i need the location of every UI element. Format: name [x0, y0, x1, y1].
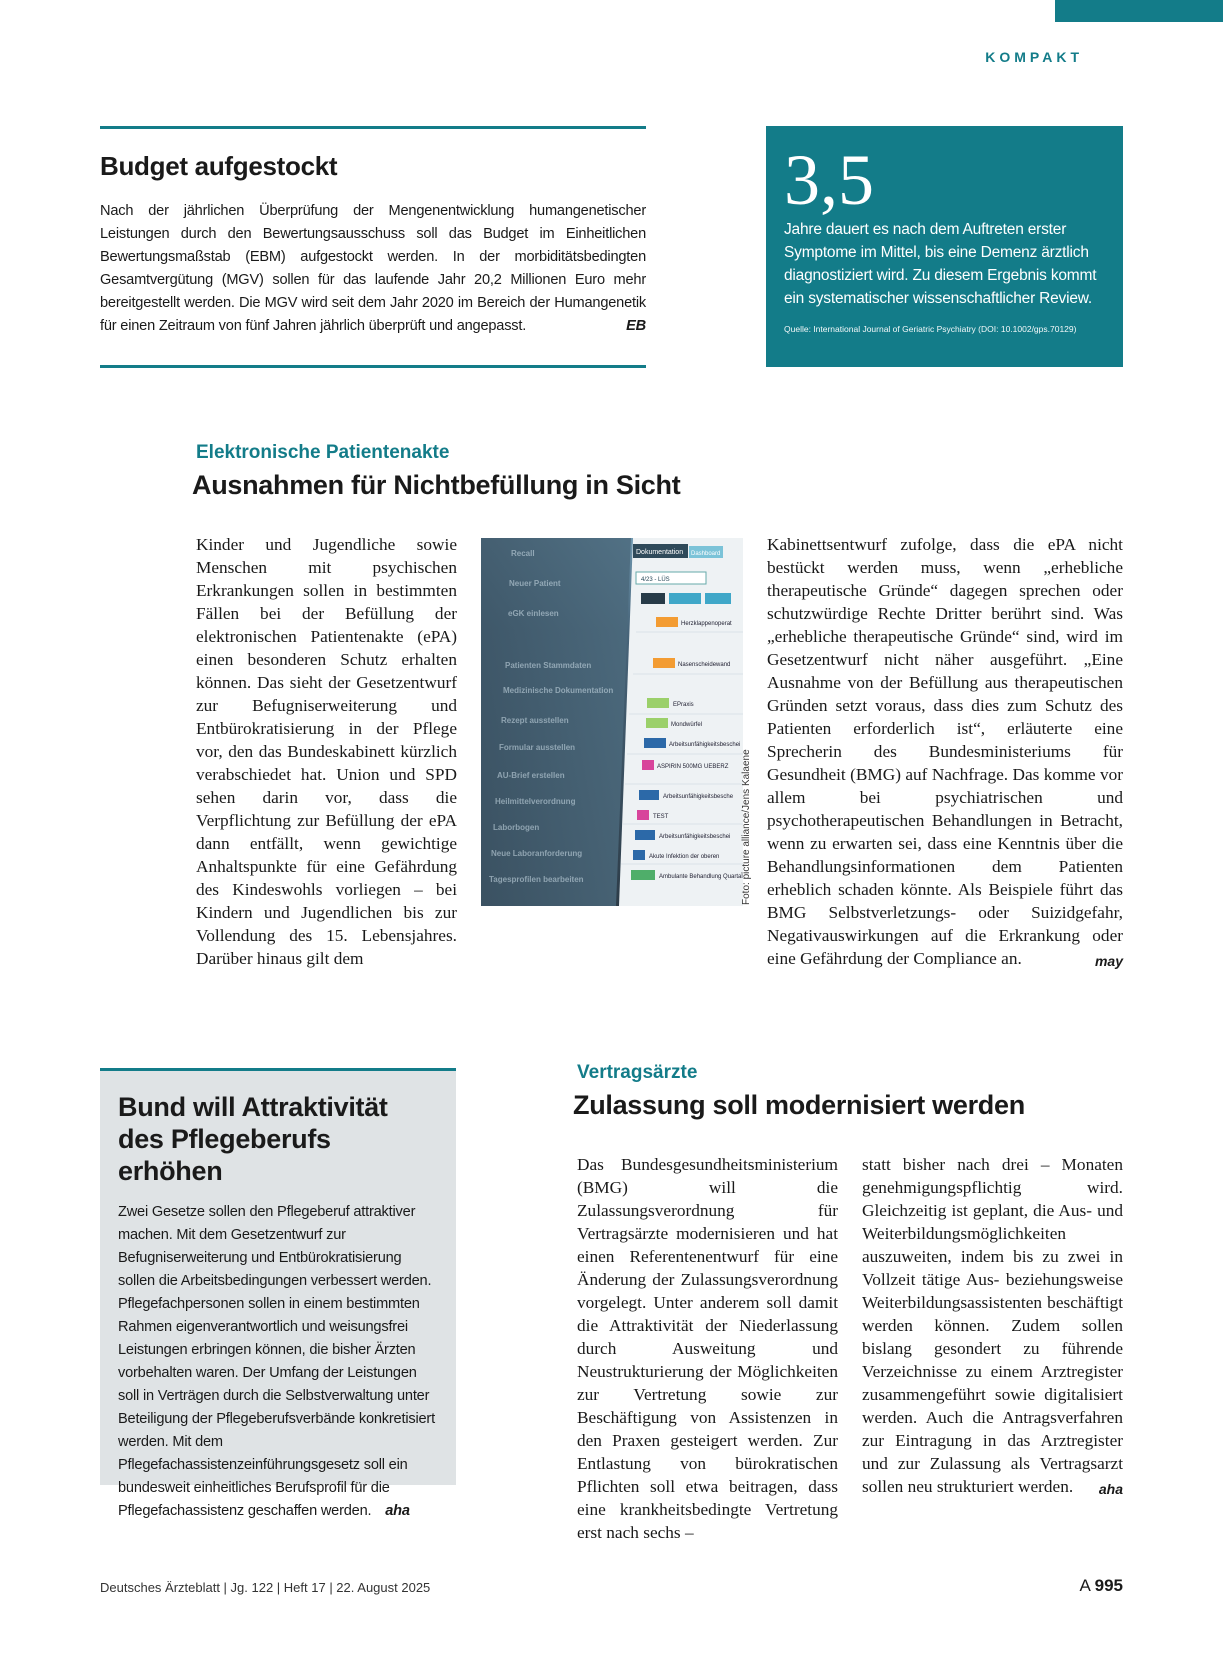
svg-text:Rezept ausstellen: Rezept ausstellen — [501, 716, 569, 725]
epa-column-2 — [767, 533, 1123, 973]
svg-text:Akute Infektion der oberen: Akute Infektion der oberen — [649, 854, 720, 860]
budget-title: Budget aufgestockt — [100, 151, 338, 181]
budget-news-box — [100, 126, 646, 368]
svg-text:eGK einlesen: eGK einlesen — [508, 609, 559, 618]
svg-text:Neue Laboranforderung: Neue Laboranforderung — [491, 849, 583, 858]
software-screenshot-photo — [481, 538, 743, 906]
pflege-author: aha — [385, 1503, 410, 1519]
zulassung-column-1: Das Bundesgesundheitsministerium (BMG) will die Zulassungsverordnung für Vertragsärzte modernisieren und hat einen Referentenentwurf für eine Änderung der Zulassungsverordnung vorgelegt. Unter anderem soll damit die Attraktivität der Niederlassung durch Ausweitung und Neustrukturierung der Möglichkeiten zur Vertretung sowie zur Beschäftigung von Assistenzen in den Praxen gesteigert werden. Zur Entlastung von bürokratischen Pflichten soll etwa beitragen, dass eine krankheitsbedingte Vertretung erst nach sechs – — [577, 1155, 838, 1542]
zulassung-column-2-text: statt bisher nach drei – Monaten genehmigungspflichtig wird. Gleichzeitig ist geplant, die Aus- und Weiterbildungsmöglichkeiten auszuweiten, indem bis zu zwei in Vollzeit tätige Aus- beziehungsweise Weiterbildungsassistenten beschäftigt werden können. Zudem sollen bislang gesondert zu führende Verzeichnisse zu einem Arztregister zusammengeführt sowie digitalisiert werden. Auch die Antragsverfahren zur Eintragung in das Arztregister und zur Zulassung als Vertragsarzt sollen neu strukturiert werden. — [862, 1155, 1123, 1496]
svg-text:Ambulante Behandlung Quartal: Ambulante Behandlung Quartal — [659, 874, 743, 880]
epa-column-2-text: Kabinettsentwurf zufolge, dass die ePA nicht bestückt werden muss, wenn „erhebliche therapeutische Gründe“ dagegen sprechen oder schutzwürdige Rechte Dritter berührt sind. Was „erhebliche therapeutische Gründe“ sind, wird im Gesetzentwurf nicht näher ausgeführt. „Eine Ausnahme von der Befüllung aus therapeutischen Gründen setzt voraus, dass dies zum Schutz des Patienten erforderlich ist“, erläuterte eine Sprecherin des Bundesministeriums für Gesundheit (BMG) auf Nachfrage. Das komme vor allem bei psychiatrischen und psychotherapeutischen Behandlungen in Betracht, wenn zu erwarten sei, dass eine Kenntnis über die Behandlungsinformationen dem Patienten erheblich schaden könnte. Als Beispiele führt das BMG Selbstverletzungs- oder Suizidgefahr, Negativauswirkungen auf die Erkrankung oder eine Gefährdung der Compliance an. — [767, 535, 1123, 968]
svg-text:Dashboard: Dashboard — [691, 551, 721, 557]
svg-text:4/23 - LÜS: 4/23 - LÜS — [641, 577, 670, 583]
zulassung-author: aha — [1098, 1481, 1123, 1497]
svg-text:Herzklappenoperat: Herzklappenoperat — [681, 621, 732, 627]
section-label: KOMPAKT — [985, 49, 1083, 65]
pflege-body — [118, 1201, 438, 1523]
budget-author: EB — [626, 318, 646, 334]
svg-text:Arbeitsunfähigkeitsbesche: Arbeitsunfähigkeitsbesche — [663, 794, 734, 800]
svg-text:Dokumentation: Dokumentation — [636, 549, 684, 556]
svg-text:Nasenscheidewand: Nasenscheidewand — [678, 662, 731, 668]
epa-photo — [481, 538, 743, 906]
svg-text:Laborbogen: Laborbogen — [493, 823, 540, 832]
svg-text:Arbeitsunfähigkeitsbeschei: Arbeitsunfähigkeitsbeschei — [669, 742, 741, 748]
photo-credit: Foto: picture alliance/Jens Kalaene — [741, 749, 752, 905]
svg-text:Heilmittelverordnung: Heilmittelverordnung — [495, 797, 576, 806]
zulassung-column-2 — [862, 1153, 1123, 1501]
svg-text:Arbeitsunfähigkeitsbeschei: Arbeitsunfähigkeitsbeschei — [659, 834, 731, 840]
svg-text:Formular ausstellen: Formular ausstellen — [499, 743, 576, 752]
svg-text:Mondwürfel: Mondwürfel — [671, 722, 703, 728]
svg-text:Medizinische Dokumentation: Medizinische Dokumentation — [503, 686, 614, 695]
stat-text: Jahre dauert es nach dem Auftreten erster Symptome im Mittel, bis eine Demenz ärztlich diagnostiziert wird. Zu diesem Ergebnis kommt ein systematischer wissenschaftlicher Review. — [784, 221, 1097, 307]
epa-author: may — [1094, 953, 1123, 969]
corner-accent-tab — [1055, 0, 1223, 22]
svg-text:Recall: Recall — [511, 549, 535, 558]
svg-text:ASPIRIN 500MG UEBERZ: ASPIRIN 500MG UEBERZ — [657, 764, 729, 770]
svg-text:EPraxis: EPraxis — [673, 702, 694, 708]
stat-number: 3,5 — [784, 140, 874, 220]
page-number-value: 995 — [1094, 1576, 1123, 1595]
budget-body-text: Nach der jährlichen Überprüfung der Mengenentwicklung humangenetischer Leistungen durch den Bewertungsausschuss soll das Budget im Einheitlichen Bewertungsmaßstab (EBM) aufgestockt werden. In der morbiditätsbedingten Gesamtvergütung (MGV) sollen für das laufende Jahr 20,2 Millionen Euro mehr bereitgestellt werden. Die MGV wird seit dem Jahr 2020 im Bereich der Humangenetik für einen Zeitraum von fünf Jahren jährlich überprüft und angepasst. — [100, 203, 646, 334]
budget-body — [100, 200, 646, 338]
pflege-body-text: Zwei Gesetze sollen den Pflegeberuf attraktiver machen. Mit dem Gesetzentwurf zur Befugniserweiterung und Entbürokratisierung sollen die Arbeitsbedingungen verbessert werden. Pflegefachpersonen sollen in einem bestimmten Rahmen eigenverantwortlich und weisungsfrei Leistungen erbringen können, die bisher Ärzten vorbehalten waren. Der Umfang der Leistungen soll in Verträgen durch die Selbstverwaltung unter Beteiligung der Pflegeberufsverbände konkretisiert werden. Mit dem Pflegefachassistenzeinführungsgesetz soll ein bundesweit einheitliches Berufsprofil für die Pflegefachassistenz geschaffen werden. — [118, 1204, 435, 1519]
epa-headline: Ausnahmen für Nichtbefüllung in Sicht — [192, 470, 681, 500]
svg-text:Neuer Patient: Neuer Patient — [509, 579, 561, 588]
svg-text:AU-Brief erstellen: AU-Brief erstellen — [497, 771, 565, 780]
stat-source: Quelle: International Journal of Geriatric Psychiatry (DOI: 10.1002/gps.70129) — [784, 324, 1077, 334]
zulassung-kicker: Vertragsärzte — [577, 1062, 698, 1083]
footer-citation: Deutsches Ärzteblatt | Jg. 122 | Heft 17 | 22. August 2025 — [100, 1580, 431, 1595]
zulassung-headline: Zulassung soll modernisiert werden — [573, 1090, 1025, 1120]
svg-text:Tagesprofilen bearbeiten: Tagesprofilen bearbeiten — [489, 875, 584, 884]
epa-column-1: Kinder und Jugendliche sowie Menschen mit psychischen Erkrankungen sollen in bestimmten Fällen bei der Befüllung der elektronischen Patientenakte (ePA) einen besonderen Schutz erhalten können. Das sieht der Gesetzentwurf zur Befugniserweiterung und Entbürokratisierung in der Pflege vor, den das Bundeskabinett kürzlich verabschiedet hat. Union und SPD sehen darin vor, dass die Verpflichtung zur Befüllung der ePA dann entfällt, wenn gewichtige Anhaltspunkte für eine Gefährdung des Kindeswohls vorliegen – bei Kindern und Jugendlichen bis zur Vollendung des 15. Lebensjahres. Darüber hinaus gilt dem — [196, 535, 457, 968]
pflege-title: Bund will Attraktivität des Pflegeberufs erhöhen — [118, 1092, 388, 1186]
page-prefix: A — [1079, 1576, 1090, 1595]
svg-text:Patienten Stammdaten: Patienten Stammdaten — [505, 661, 592, 670]
epa-kicker: Elektronische Patientenakte — [196, 442, 450, 463]
page-number — [1079, 1576, 1123, 1596]
pflege-news-box — [100, 1068, 456, 1519]
svg-text:TEST: TEST — [653, 814, 669, 820]
stat-box — [766, 126, 1123, 367]
